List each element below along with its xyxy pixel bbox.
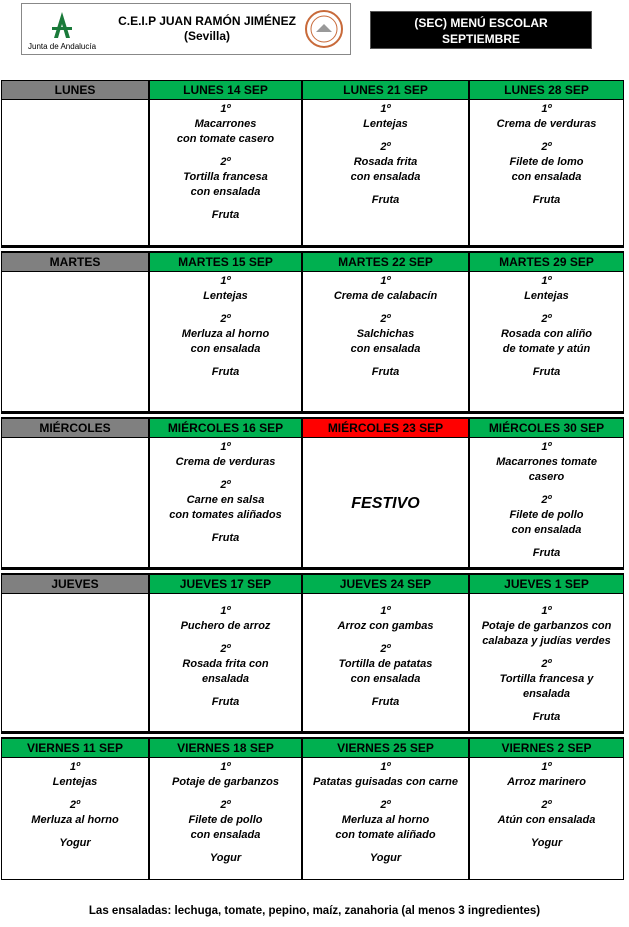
menu-title-box <box>370 11 592 49</box>
day-header: VIERNES 25 SEP <box>302 738 469 758</box>
menu-line: 2º <box>69 799 81 811</box>
menu-line: Fruta <box>211 209 240 221</box>
menu-line: Yogur <box>369 852 402 864</box>
menu-line: 2º <box>380 799 391 811</box>
footer-note: Las ensaladas: lechuga, tomate, pepino, maíz, zanahoria (al menos 3 ingredientes) <box>88 905 541 917</box>
menu-line: 2º <box>541 313 552 325</box>
menu-line: 1º <box>541 275 552 287</box>
menu-line: Merluza al horno <box>31 814 119 826</box>
menu-line: Yogur <box>59 837 91 849</box>
menu-line: Carne en salsa <box>186 494 265 506</box>
day-header: MIÉRCOLES 16 SEP <box>149 418 302 438</box>
menu-row <box>1 100 624 246</box>
menu-line: de tomate y atún <box>502 343 591 355</box>
school-name-line1: C.E.I.P JUAN RAMÓN JIMÉNEZ <box>118 14 296 28</box>
menu-line: 1º <box>541 761 552 773</box>
menu-row <box>1 594 624 732</box>
menu-line: con ensalada <box>350 343 421 355</box>
menu-line: 2º <box>380 141 391 153</box>
day-header: MARTES 15 SEP <box>149 252 302 272</box>
school-name <box>102 14 312 44</box>
day-header: VIERNES 18 SEP <box>149 738 302 758</box>
menu-cell <box>1 758 149 880</box>
menu-line: Fruta <box>371 696 400 708</box>
menu-line: 1º <box>220 441 231 453</box>
menu-cell <box>302 758 469 880</box>
menu-line: con ensalada <box>511 171 582 183</box>
menu-line: Fruta <box>532 366 561 378</box>
menu-line: Lentejas <box>524 290 569 302</box>
menu-line: 2º <box>541 799 552 811</box>
menu-row <box>1 438 624 568</box>
day-header-row <box>1 418 624 438</box>
menu-line: Patatas guisadas con carne <box>313 776 458 788</box>
menu-cell <box>469 272 624 412</box>
menu-line: Lentejas <box>52 776 98 788</box>
menu-line: 2º <box>220 313 231 325</box>
menu-line: 2º <box>220 479 231 491</box>
menu-line: Fruta <box>211 696 240 708</box>
menu-line: Rosada frita <box>353 156 418 168</box>
menu-line: 2º <box>541 141 552 153</box>
menu-line: 2º <box>220 643 231 655</box>
day-header: JUEVES 24 SEP <box>302 574 469 594</box>
menu-line: 1º <box>541 103 552 115</box>
menu-line: Salchichas <box>356 328 415 340</box>
menu-cell <box>149 758 302 880</box>
menu-line: ensalada <box>522 688 571 700</box>
menu-line: Macarrones tomate <box>496 456 597 468</box>
menu-line: Fruta <box>211 366 240 378</box>
day-header: MARTES 29 SEP <box>469 252 624 272</box>
menu-cell <box>469 594 624 732</box>
menu-line: 1º <box>220 275 231 287</box>
menu-line: Atún con ensalada <box>497 814 596 826</box>
school-header <box>21 3 351 55</box>
menu-line: Yogur <box>530 837 563 849</box>
day-header: LUNES 14 SEP <box>149 80 302 100</box>
menu-line: Lentejas <box>363 118 408 130</box>
menu-row <box>1 758 624 880</box>
menu-title-line2: SEPTIEMBRE <box>441 32 520 46</box>
menu-line: ensalada <box>201 673 250 685</box>
menu-line: Fruta <box>371 366 400 378</box>
menu-line: 1º <box>69 761 81 773</box>
menu-line: Fruta <box>371 194 400 206</box>
menu-line: Macarrones <box>194 118 257 130</box>
day-header: JUEVES <box>1 574 149 594</box>
menu-cell <box>1 438 149 568</box>
day-header: LUNES 21 SEP <box>302 80 469 100</box>
day-header: VIERNES 11 SEP <box>1 738 149 758</box>
menu-line: 2º <box>380 313 391 325</box>
school-name-line2: (Sevilla) <box>183 29 231 43</box>
holiday-label: FESTIVO <box>351 495 420 512</box>
menu-line: Puchero de arroz <box>180 620 271 632</box>
menu-line: 1º <box>380 275 391 287</box>
menu-line: Fruta <box>532 547 561 559</box>
menu-cell <box>469 758 624 880</box>
school-seal-icon <box>304 9 344 49</box>
menu-cell <box>469 438 624 568</box>
menu-line: 1º <box>380 103 391 115</box>
day-header: MARTES 22 SEP <box>302 252 469 272</box>
menu-line: con tomate casero <box>176 133 275 145</box>
menu-line: Fruta <box>532 711 561 723</box>
menu-line: Tortilla de patatas <box>338 658 433 670</box>
menu-line: Yogur <box>209 852 242 864</box>
menu-line: 1º <box>380 761 391 773</box>
menu-line: Tortilla francesa y <box>499 673 594 685</box>
menu-cell <box>149 594 302 732</box>
day-header-row <box>1 80 624 100</box>
menu-line: 2º <box>541 494 552 506</box>
menu-line: 2º <box>220 799 231 811</box>
logo-text: Junta de Andalucía <box>28 42 97 51</box>
day-header: MARTES <box>1 252 149 272</box>
menu-line: Fruta <box>211 532 240 544</box>
menu-cell <box>469 100 624 246</box>
day-header: MIÉRCOLES 23 SEP <box>302 418 469 438</box>
day-header: JUEVES 1 SEP <box>469 574 624 594</box>
menu-cell <box>302 438 469 568</box>
menu-line: con ensalada <box>190 343 261 355</box>
menu-cell <box>1 594 149 732</box>
menu-cell <box>149 438 302 568</box>
menu-cell <box>302 594 469 732</box>
menu-cell <box>1 100 149 246</box>
menu-line: 2º <box>220 156 231 168</box>
day-header: LUNES 28 SEP <box>469 80 624 100</box>
menu-line: 1º <box>220 605 231 617</box>
menu-cell <box>149 100 302 246</box>
menu-line: Crema de calabacín <box>333 290 438 302</box>
menu-line: casero <box>528 471 565 483</box>
menu-line: con ensalada <box>190 829 261 841</box>
day-header: MIÉRCOLES 30 SEP <box>469 418 624 438</box>
menu-line: Filete de pollo <box>188 814 263 826</box>
menu-line: con ensalada <box>190 186 261 198</box>
menu-line: Rosada con aliño <box>500 328 593 340</box>
menu-line: 1º <box>220 761 231 773</box>
menu-line: con tomate aliñado <box>335 829 436 841</box>
menu-line: con ensalada <box>350 171 421 183</box>
menu-line: con tomates aliñados <box>169 509 282 521</box>
menu-line: 1º <box>541 605 552 617</box>
menu-line: Filete de pollo <box>509 509 584 521</box>
menu-cell <box>302 272 469 412</box>
menu-line: Merluza al horno <box>181 328 270 340</box>
menu-cell <box>302 100 469 246</box>
menu-line: Arroz con gambas <box>337 620 434 632</box>
menu-line: Filete de lomo <box>509 156 584 168</box>
menu-line: Potaje de garbanzos con <box>481 620 612 632</box>
menu-line: Potaje de garbanzos <box>172 776 279 788</box>
day-header: MIÉRCOLES <box>1 418 149 438</box>
menu-line: 2º <box>541 658 552 670</box>
menu-line: 1º <box>541 441 552 453</box>
menu-line: Tortilla francesa <box>183 171 268 183</box>
menu-line: 1º <box>220 103 231 115</box>
menu-line: Merluza al horno <box>341 814 430 826</box>
menu-cell <box>149 272 302 412</box>
menu-cell <box>1 272 149 412</box>
menu-line: 2º <box>380 643 391 655</box>
menu-line: con ensalada <box>511 524 582 536</box>
day-header: JUEVES 17 SEP <box>149 574 302 594</box>
day-header: VIERNES 2 SEP <box>469 738 624 758</box>
menu-line: Crema de verduras <box>175 456 276 468</box>
day-header-row <box>1 574 624 594</box>
day-header-row <box>1 252 624 272</box>
menu-row <box>1 272 624 412</box>
menu-table <box>1 80 624 880</box>
menu-line: Arroz marinero <box>507 776 586 788</box>
menu-line: Lentejas <box>203 290 248 302</box>
menu-line: Fruta <box>532 194 561 206</box>
day-header-row <box>1 738 624 758</box>
menu-line: con ensalada <box>350 673 421 685</box>
menu-line: Crema de verduras <box>496 118 597 130</box>
menu-line: calabaza y judías verdes <box>482 635 611 647</box>
junta-de-andalucia-logo-icon <box>32 8 92 42</box>
day-header: LUNES <box>1 80 149 100</box>
menu-line: Rosada frita con <box>182 658 269 670</box>
menu-line: 1º <box>380 605 391 617</box>
menu-title-line1: (SEC) MENÚ ESCOLAR <box>414 16 548 30</box>
